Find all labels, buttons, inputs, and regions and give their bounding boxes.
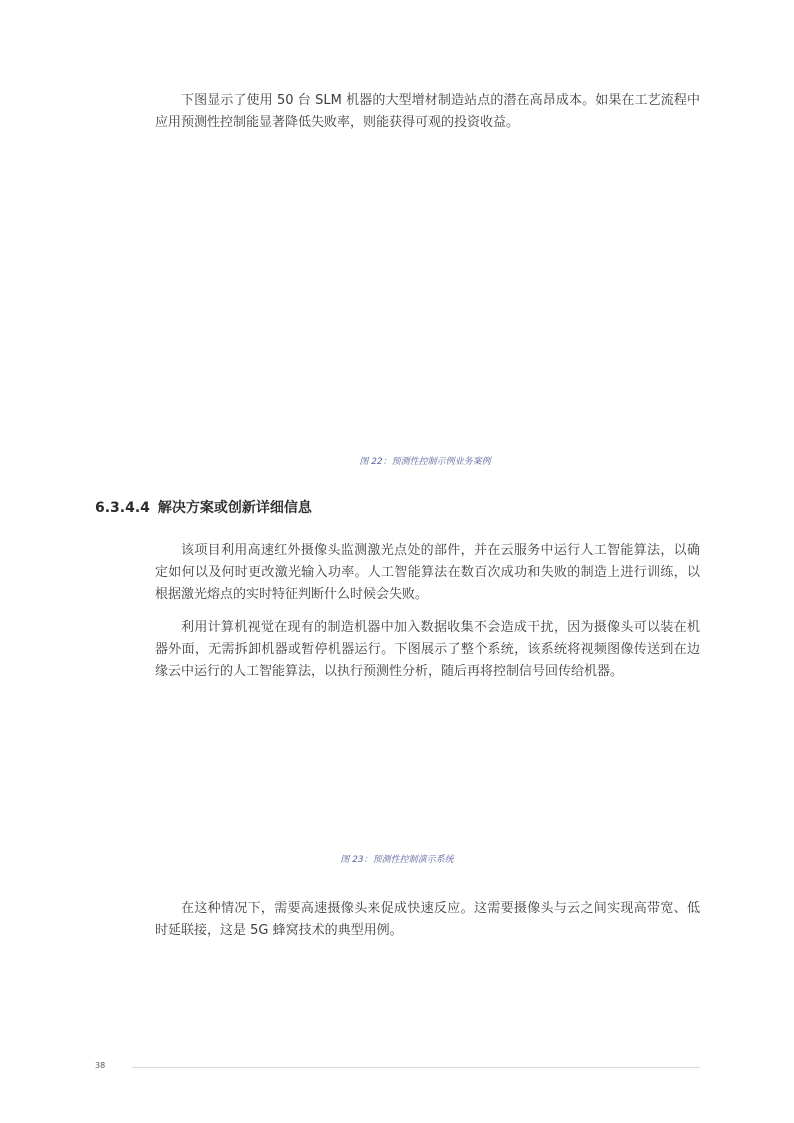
- page-number: 38: [95, 1061, 106, 1070]
- section-title: 解决方案或创新详细信息: [157, 500, 312, 516]
- figure-23-area: [155, 680, 700, 840]
- solution-paragraph-2: 利用计算机视觉在现有的制造机器中加入数据收集不会造成干扰，因为摄像头可以装在机器外面，无需拆卸机器或暂停机器运行。下图展示了整个系统，该系统将视频图像传送到在边缘云中运行的人工智能算法，以执行预测性分析，随后再将控制信号回传给机器。: [155, 620, 700, 679]
- figure-22-area: [155, 140, 700, 440]
- footer-divider: [132, 1067, 700, 1068]
- solution-paragraph-1: 该项目利用高速红外摄像头监测激光点处的部件，并在云服务中运行人工智能算法，以确定如何以及何时更改激光输入功率。人工智能算法在数百次成功和失败的制造上进行训练，以根据激光熔点的实时特征判断什么时候会失败。: [155, 543, 700, 602]
- section-heading: [95, 497, 312, 517]
- figure-23-caption: 图 23：预测性控制演示系统: [340, 855, 454, 865]
- figure-22-caption: 图 22：预测性控制示例业务案例: [359, 457, 491, 467]
- intro-paragraph: 下图显示了使用 50 台 SLM 机器的大型增材制造站点的潜在高昂成本。如果在工艺流程中应用预测性控制能显著降低失败率，则能获得可观的投资收益。: [155, 93, 700, 130]
- section-number: 6.3.4.4: [95, 500, 150, 516]
- conclusion-paragraph: 在这种情况下，需要高速摄像头来促成快速反应。这需要摄像头与云之间实现高带宽、低时延联接，这是 5G 蜂窝技术的典型用例。: [155, 901, 700, 938]
